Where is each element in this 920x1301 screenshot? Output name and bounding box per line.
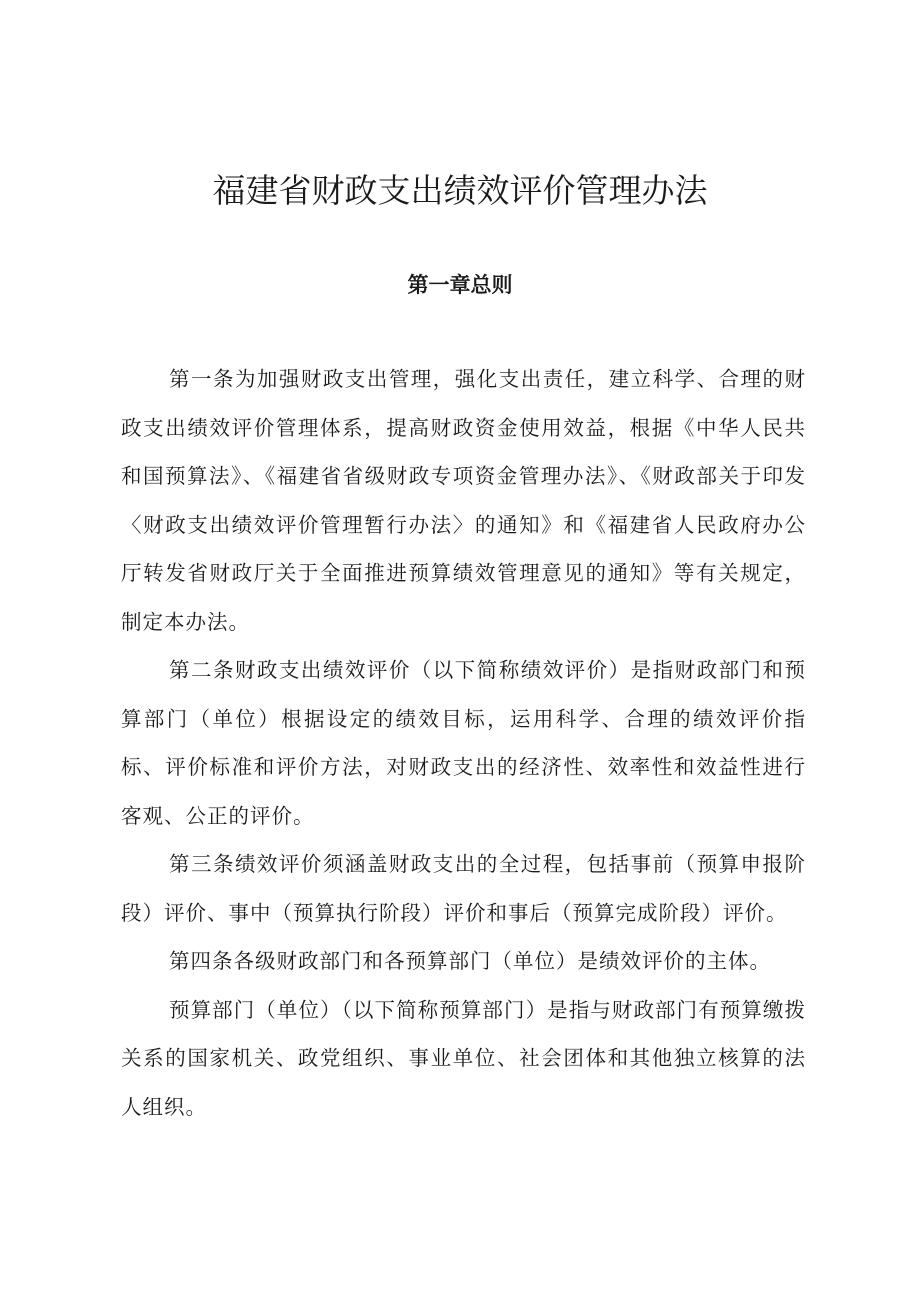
document-title: 福建省财政支出绩效评价管理办法 <box>212 171 708 210</box>
paragraph-article-3: 第三条绩效评价须涵盖财政支出的全过程，包括事前（预算申报阶段）评价、事中（预算执行阶段）评价和事后（预算完成阶段）评价。 <box>121 852 806 925</box>
paragraph-article-2: 第二条财政支出绩效评价（以下简称绩效评价）是指财政部门和预算部门（单位）根据设定的绩效目标，运用科学、合理的绩效评价指标、评价标准和评价方法，对财政支出的经济性、效率性和效益性进行客观、公正的评价。 <box>121 658 806 828</box>
paragraph-article-1: 第一条为加强财政支出管理，强化支出责任，建立科学、合理的财政支出绩效评价管理体系，提高财政资金使用效益，根据《中华人民共和国预算法》、《福建省省级财政专项资金管理办法》、《财政部关于印发〈财政支出绩效评价管理暂行办法〉的通知》和《福建省人民政府办公厅转发省财政厅关于全面推进预算绩效管理意见的通知》等有关规定，制定本办法。 <box>121 367 806 634</box>
paragraph-article-4: 第四条各级财政部门和各预算部门（单位）是绩效评价的主体。 <box>169 949 771 973</box>
paragraph-article-4-definition: 预算部门（单位）（以下简称预算部门）是指与财政部门有预算缴拨关系的国家机关、政党组织、事业单位、社会团体和其他独立核算的法人组织。 <box>121 997 806 1119</box>
document-body <box>121 355 806 1131</box>
chapter-heading: 第一章总则 <box>407 273 513 297</box>
